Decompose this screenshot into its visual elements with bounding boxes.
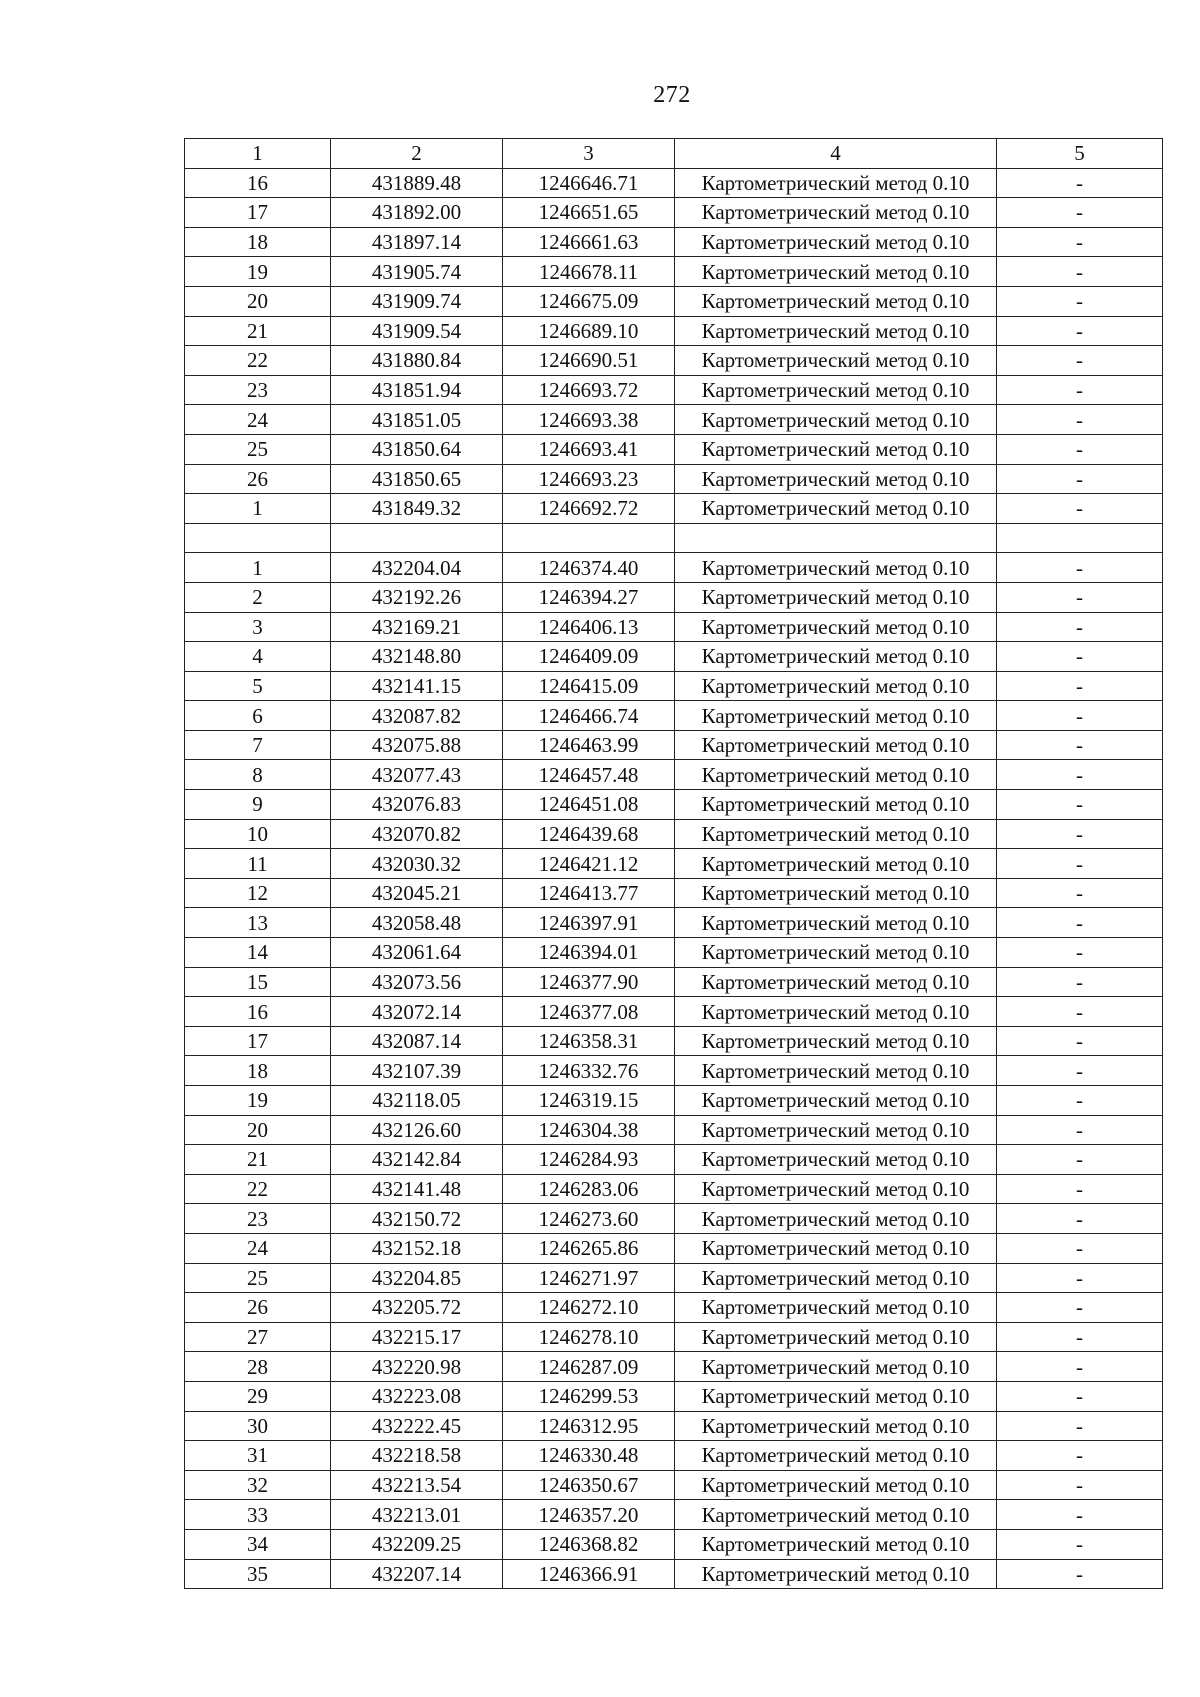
- method-cell: Картометрический метод 0.10: [675, 1026, 997, 1056]
- table-row: [185, 405, 1163, 435]
- method-cell: Картометрический метод 0.10: [675, 730, 997, 760]
- point-number-cell: 10: [185, 819, 331, 849]
- point-number-cell: 15: [185, 967, 331, 997]
- table-row: [185, 967, 1163, 997]
- point-number-cell: 33: [185, 1500, 331, 1530]
- note-cell: -: [997, 1026, 1163, 1056]
- method-cell: Картометрический метод 0.10: [675, 257, 997, 287]
- note-cell: -: [997, 405, 1163, 435]
- method-cell: Картометрический метод 0.10: [675, 849, 997, 879]
- note-cell: -: [997, 908, 1163, 938]
- y-coordinate-cell: 1246265.86: [503, 1233, 675, 1263]
- table-row: [185, 553, 1163, 583]
- point-number-cell: 26: [185, 1293, 331, 1323]
- point-number-cell: 20: [185, 1115, 331, 1145]
- point-number-cell: 7: [185, 730, 331, 760]
- table-row: [185, 1322, 1163, 1352]
- method-cell: Картометрический метод 0.10: [675, 1470, 997, 1500]
- method-cell: Картометрический метод 0.10: [675, 582, 997, 612]
- y-coordinate-cell: 1246284.93: [503, 1145, 675, 1175]
- y-coordinate-cell: 1246272.10: [503, 1293, 675, 1323]
- table-row: [185, 316, 1163, 346]
- page-number: 272: [653, 82, 691, 108]
- x-coordinate-cell: 432058.48: [331, 908, 503, 938]
- method-cell: Картометрический метод 0.10: [675, 1500, 997, 1530]
- x-coordinate-cell: 432223.08: [331, 1381, 503, 1411]
- y-coordinate-cell: 1246304.38: [503, 1115, 675, 1145]
- y-coordinate-cell: 1246358.31: [503, 1026, 675, 1056]
- x-coordinate-cell: 432076.83: [331, 790, 503, 820]
- y-coordinate-cell: 1246457.48: [503, 760, 675, 790]
- note-cell: -: [997, 790, 1163, 820]
- point-number-cell: 28: [185, 1352, 331, 1382]
- table-row: [185, 1204, 1163, 1234]
- method-cell: Картометрический метод 0.10: [675, 938, 997, 968]
- note-cell: -: [997, 553, 1163, 583]
- y-coordinate-cell: 1246397.91: [503, 908, 675, 938]
- point-number-cell: [185, 523, 331, 553]
- y-coordinate-cell: 1246332.76: [503, 1056, 675, 1086]
- point-number-cell: 6: [185, 701, 331, 731]
- x-coordinate-cell: 432207.14: [331, 1559, 503, 1589]
- method-cell: Картометрический метод 0.10: [675, 701, 997, 731]
- x-coordinate-cell: 432087.82: [331, 701, 503, 731]
- note-cell: -: [997, 1174, 1163, 1204]
- table-row: [185, 523, 1163, 553]
- note-cell: -: [997, 1529, 1163, 1559]
- y-coordinate-cell: 1246693.72: [503, 375, 675, 405]
- method-cell: Картометрический метод 0.10: [675, 1411, 997, 1441]
- x-coordinate-cell: 431851.05: [331, 405, 503, 435]
- method-cell: Картометрический метод 0.10: [675, 198, 997, 228]
- y-coordinate-cell: 1246330.48: [503, 1441, 675, 1471]
- method-cell: Картометрический метод 0.10: [675, 1145, 997, 1175]
- table-row: [185, 760, 1163, 790]
- table-row: [185, 908, 1163, 938]
- x-coordinate-cell: 432204.04: [331, 553, 503, 583]
- table-row: [185, 938, 1163, 968]
- x-coordinate-cell: 431880.84: [331, 346, 503, 376]
- point-number-cell: 13: [185, 908, 331, 938]
- x-coordinate-cell: 431909.54: [331, 316, 503, 346]
- point-number-cell: 1: [185, 553, 331, 583]
- point-number-cell: 23: [185, 1204, 331, 1234]
- note-cell: -: [997, 375, 1163, 405]
- y-coordinate-cell: 1246350.67: [503, 1470, 675, 1500]
- note-cell: -: [997, 346, 1163, 376]
- method-cell: Картометрический метод 0.10: [675, 997, 997, 1027]
- x-coordinate-cell: 432061.64: [331, 938, 503, 968]
- y-coordinate-cell: 1246439.68: [503, 819, 675, 849]
- method-cell: Картометрический метод 0.10: [675, 1441, 997, 1471]
- y-coordinate-cell: 1246675.09: [503, 286, 675, 316]
- y-coordinate-cell: 1246661.63: [503, 227, 675, 257]
- table-row: [185, 582, 1163, 612]
- y-coordinate-cell: 1246368.82: [503, 1529, 675, 1559]
- note-cell: -: [997, 1056, 1163, 1086]
- point-number-cell: 1: [185, 494, 331, 524]
- method-cell: Картометрический метод 0.10: [675, 227, 997, 257]
- note-cell: -: [997, 1352, 1163, 1382]
- note-cell: -: [997, 1559, 1163, 1589]
- point-number-cell: 22: [185, 346, 331, 376]
- y-coordinate-cell: 1246299.53: [503, 1381, 675, 1411]
- y-coordinate-cell: 1246278.10: [503, 1322, 675, 1352]
- y-coordinate-cell: 1246692.72: [503, 494, 675, 524]
- note-cell: -: [997, 1293, 1163, 1323]
- coordinates-table-container: [184, 138, 1163, 1589]
- table-body: [185, 168, 1163, 1589]
- method-cell: Картометрический метод 0.10: [675, 1233, 997, 1263]
- note-cell: -: [997, 671, 1163, 701]
- table-row: [185, 434, 1163, 464]
- x-coordinate-cell: 432192.26: [331, 582, 503, 612]
- point-number-cell: 14: [185, 938, 331, 968]
- x-coordinate-cell: 432118.05: [331, 1086, 503, 1116]
- table-row: [185, 1411, 1163, 1441]
- method-cell: Картометрический метод 0.10: [675, 1115, 997, 1145]
- point-number-cell: 9: [185, 790, 331, 820]
- table-row: [185, 346, 1163, 376]
- x-coordinate-cell: 432169.21: [331, 612, 503, 642]
- point-number-cell: 21: [185, 1145, 331, 1175]
- point-number-cell: 30: [185, 1411, 331, 1441]
- y-coordinate-cell: 1246689.10: [503, 316, 675, 346]
- x-coordinate-cell: 432215.17: [331, 1322, 503, 1352]
- method-cell: Картометрический метод 0.10: [675, 375, 997, 405]
- method-cell: Картометрический метод 0.10: [675, 1381, 997, 1411]
- note-cell: -: [997, 849, 1163, 879]
- method-cell: Картометрический метод 0.10: [675, 168, 997, 198]
- y-coordinate-cell: 1246409.09: [503, 642, 675, 672]
- table-row: [185, 1026, 1163, 1056]
- table-row: [185, 257, 1163, 287]
- note-cell: -: [997, 1322, 1163, 1352]
- table-row: [185, 1263, 1163, 1293]
- point-number-cell: 20: [185, 286, 331, 316]
- y-coordinate-cell: 1246271.97: [503, 1263, 675, 1293]
- point-number-cell: 32: [185, 1470, 331, 1500]
- point-number-cell: 19: [185, 257, 331, 287]
- method-cell: Картометрический метод 0.10: [675, 553, 997, 583]
- y-coordinate-cell: 1246421.12: [503, 849, 675, 879]
- x-coordinate-cell: 432209.25: [331, 1529, 503, 1559]
- method-cell: Картометрический метод 0.10: [675, 1263, 997, 1293]
- note-cell: -: [997, 967, 1163, 997]
- table-row: [185, 1115, 1163, 1145]
- y-coordinate-cell: 1246377.90: [503, 967, 675, 997]
- table-row: [185, 701, 1163, 731]
- note-cell: -: [997, 1115, 1163, 1145]
- note-cell: -: [997, 819, 1163, 849]
- point-number-cell: 3: [185, 612, 331, 642]
- point-number-cell: 25: [185, 1263, 331, 1293]
- table-row: [185, 730, 1163, 760]
- table-row: [185, 671, 1163, 701]
- method-cell: Картометрический метод 0.10: [675, 760, 997, 790]
- column-header-2: 2: [331, 139, 503, 169]
- point-number-cell: 11: [185, 849, 331, 879]
- table-row: [185, 1381, 1163, 1411]
- y-coordinate-cell: 1246312.95: [503, 1411, 675, 1441]
- point-number-cell: 24: [185, 405, 331, 435]
- method-cell: Картометрический метод 0.10: [675, 1204, 997, 1234]
- note-cell: -: [997, 316, 1163, 346]
- y-coordinate-cell: 1246283.06: [503, 1174, 675, 1204]
- point-number-cell: 24: [185, 1233, 331, 1263]
- method-cell: [675, 523, 997, 553]
- table-row: [185, 878, 1163, 908]
- y-coordinate-cell: 1246374.40: [503, 553, 675, 583]
- y-coordinate-cell: 1246287.09: [503, 1352, 675, 1382]
- table-row: [185, 819, 1163, 849]
- note-cell: -: [997, 1470, 1163, 1500]
- table-row: [185, 1441, 1163, 1471]
- y-coordinate-cell: 1246377.08: [503, 997, 675, 1027]
- note-cell: -: [997, 1263, 1163, 1293]
- table-row: [185, 1500, 1163, 1530]
- x-coordinate-cell: 432213.01: [331, 1500, 503, 1530]
- point-number-cell: 34: [185, 1529, 331, 1559]
- column-header-4: 4: [675, 139, 997, 169]
- point-number-cell: 16: [185, 997, 331, 1027]
- table-row: [185, 1293, 1163, 1323]
- y-coordinate-cell: 1246463.99: [503, 730, 675, 760]
- table-row: [185, 1056, 1163, 1086]
- x-coordinate-cell: 432077.43: [331, 760, 503, 790]
- x-coordinate-cell: 431889.48: [331, 168, 503, 198]
- note-cell: -: [997, 730, 1163, 760]
- table-row: [185, 227, 1163, 257]
- x-coordinate-cell: 431909.74: [331, 286, 503, 316]
- y-coordinate-cell: 1246357.20: [503, 1500, 675, 1530]
- point-number-cell: 29: [185, 1381, 331, 1411]
- point-number-cell: 4: [185, 642, 331, 672]
- point-number-cell: 2: [185, 582, 331, 612]
- note-cell: -: [997, 168, 1163, 198]
- x-coordinate-cell: 432148.80: [331, 642, 503, 672]
- method-cell: Картометрический метод 0.10: [675, 612, 997, 642]
- method-cell: Картометрический метод 0.10: [675, 286, 997, 316]
- note-cell: -: [997, 494, 1163, 524]
- column-header-3: 3: [503, 139, 675, 169]
- x-coordinate-cell: 432150.72: [331, 1204, 503, 1234]
- table-row: [185, 790, 1163, 820]
- point-number-cell: 21: [185, 316, 331, 346]
- method-cell: Картометрический метод 0.10: [675, 464, 997, 494]
- point-number-cell: 5: [185, 671, 331, 701]
- note-cell: -: [997, 198, 1163, 228]
- point-number-cell: 31: [185, 1441, 331, 1471]
- x-coordinate-cell: 431849.32: [331, 494, 503, 524]
- table-row: [185, 1233, 1163, 1263]
- note-cell: -: [997, 464, 1163, 494]
- point-number-cell: 25: [185, 434, 331, 464]
- y-coordinate-cell: 1246693.23: [503, 464, 675, 494]
- x-coordinate-cell: 432222.45: [331, 1411, 503, 1441]
- point-number-cell: 8: [185, 760, 331, 790]
- x-coordinate-cell: 432142.84: [331, 1145, 503, 1175]
- x-coordinate-cell: 431851.94: [331, 375, 503, 405]
- method-cell: Картометрический метод 0.10: [675, 819, 997, 849]
- table-row: [185, 375, 1163, 405]
- note-cell: [997, 523, 1163, 553]
- method-cell: Картометрический метод 0.10: [675, 908, 997, 938]
- note-cell: -: [997, 1204, 1163, 1234]
- y-coordinate-cell: 1246319.15: [503, 1086, 675, 1116]
- x-coordinate-cell: 432205.72: [331, 1293, 503, 1323]
- point-number-cell: 27: [185, 1322, 331, 1352]
- y-coordinate-cell: 1246394.01: [503, 938, 675, 968]
- method-cell: Картометрический метод 0.10: [675, 1056, 997, 1086]
- x-coordinate-cell: 432045.21: [331, 878, 503, 908]
- x-coordinate-cell: 432030.32: [331, 849, 503, 879]
- note-cell: -: [997, 612, 1163, 642]
- method-cell: Картометрический метод 0.10: [675, 1174, 997, 1204]
- y-coordinate-cell: 1246413.77: [503, 878, 675, 908]
- method-cell: Картометрический метод 0.10: [675, 346, 997, 376]
- y-coordinate-cell: 1246690.51: [503, 346, 675, 376]
- x-coordinate-cell: 432141.15: [331, 671, 503, 701]
- table-row: [185, 612, 1163, 642]
- table-row: [185, 642, 1163, 672]
- x-coordinate-cell: 432075.88: [331, 730, 503, 760]
- x-coordinate-cell: 431905.74: [331, 257, 503, 287]
- x-coordinate-cell: 432107.39: [331, 1056, 503, 1086]
- note-cell: -: [997, 1411, 1163, 1441]
- table-row: [185, 464, 1163, 494]
- table-row: [185, 494, 1163, 524]
- point-number-cell: 22: [185, 1174, 331, 1204]
- x-coordinate-cell: 432072.14: [331, 997, 503, 1027]
- column-header-1: 1: [185, 139, 331, 169]
- table-row: [185, 286, 1163, 316]
- method-cell: Картометрический метод 0.10: [675, 1293, 997, 1323]
- note-cell: -: [997, 760, 1163, 790]
- note-cell: -: [997, 1381, 1163, 1411]
- x-coordinate-cell: 432204.85: [331, 1263, 503, 1293]
- method-cell: Картометрический метод 0.10: [675, 434, 997, 464]
- note-cell: -: [997, 1233, 1163, 1263]
- x-coordinate-cell: 431897.14: [331, 227, 503, 257]
- note-cell: -: [997, 227, 1163, 257]
- y-coordinate-cell: [503, 523, 675, 553]
- x-coordinate-cell: 432220.98: [331, 1352, 503, 1382]
- x-coordinate-cell: 432213.54: [331, 1470, 503, 1500]
- table-row: [185, 1559, 1163, 1589]
- note-cell: -: [997, 701, 1163, 731]
- method-cell: Картометрический метод 0.10: [675, 1559, 997, 1589]
- y-coordinate-cell: 1246273.60: [503, 1204, 675, 1234]
- point-number-cell: 35: [185, 1559, 331, 1589]
- point-number-cell: 26: [185, 464, 331, 494]
- table-row: [185, 849, 1163, 879]
- x-coordinate-cell: 432152.18: [331, 1233, 503, 1263]
- point-number-cell: 12: [185, 878, 331, 908]
- y-coordinate-cell: 1246678.11: [503, 257, 675, 287]
- note-cell: -: [997, 434, 1163, 464]
- table-row: [185, 198, 1163, 228]
- x-coordinate-cell: 432087.14: [331, 1026, 503, 1056]
- point-number-cell: 19: [185, 1086, 331, 1116]
- note-cell: -: [997, 938, 1163, 968]
- method-cell: Картометрический метод 0.10: [675, 405, 997, 435]
- point-number-cell: 17: [185, 198, 331, 228]
- x-coordinate-cell: 432070.82: [331, 819, 503, 849]
- table-row: [185, 1352, 1163, 1382]
- method-cell: Картометрический метод 0.10: [675, 1322, 997, 1352]
- x-coordinate-cell: 431850.64: [331, 434, 503, 464]
- x-coordinate-cell: [331, 523, 503, 553]
- x-coordinate-cell: 431850.65: [331, 464, 503, 494]
- y-coordinate-cell: 1246415.09: [503, 671, 675, 701]
- x-coordinate-cell: 432073.56: [331, 967, 503, 997]
- point-number-cell: 16: [185, 168, 331, 198]
- point-number-cell: 18: [185, 1056, 331, 1086]
- y-coordinate-cell: 1246451.08: [503, 790, 675, 820]
- method-cell: Картометрический метод 0.10: [675, 967, 997, 997]
- note-cell: -: [997, 1145, 1163, 1175]
- table-row: [185, 168, 1163, 198]
- note-cell: -: [997, 1500, 1163, 1530]
- x-coordinate-cell: 432126.60: [331, 1115, 503, 1145]
- y-coordinate-cell: 1246693.38: [503, 405, 675, 435]
- note-cell: -: [997, 1441, 1163, 1471]
- method-cell: Картометрический метод 0.10: [675, 671, 997, 701]
- point-number-cell: 23: [185, 375, 331, 405]
- method-cell: Картометрический метод 0.10: [675, 1529, 997, 1559]
- method-cell: Картометрический метод 0.10: [675, 790, 997, 820]
- y-coordinate-cell: 1246646.71: [503, 168, 675, 198]
- table-row: [185, 1470, 1163, 1500]
- y-coordinate-cell: 1246366.91: [503, 1559, 675, 1589]
- x-coordinate-cell: 431892.00: [331, 198, 503, 228]
- method-cell: Картометрический метод 0.10: [675, 316, 997, 346]
- method-cell: Картометрический метод 0.10: [675, 878, 997, 908]
- x-coordinate-cell: 432141.48: [331, 1174, 503, 1204]
- table-row: [185, 1086, 1163, 1116]
- column-header-5: 5: [997, 139, 1163, 169]
- y-coordinate-cell: 1246406.13: [503, 612, 675, 642]
- x-coordinate-cell: 432218.58: [331, 1441, 503, 1471]
- note-cell: -: [997, 286, 1163, 316]
- method-cell: Картометрический метод 0.10: [675, 1086, 997, 1116]
- y-coordinate-cell: 1246466.74: [503, 701, 675, 731]
- table-row: [185, 1174, 1163, 1204]
- y-coordinate-cell: 1246394.27: [503, 582, 675, 612]
- point-number-cell: 17: [185, 1026, 331, 1056]
- note-cell: -: [997, 582, 1163, 612]
- note-cell: -: [997, 997, 1163, 1027]
- table-row: [185, 1529, 1163, 1559]
- method-cell: Картометрический метод 0.10: [675, 642, 997, 672]
- coordinates-table: [184, 138, 1163, 1589]
- point-number-cell: 18: [185, 227, 331, 257]
- table-row: [185, 1145, 1163, 1175]
- table-row: [185, 997, 1163, 1027]
- note-cell: -: [997, 878, 1163, 908]
- note-cell: -: [997, 642, 1163, 672]
- y-coordinate-cell: 1246651.65: [503, 198, 675, 228]
- note-cell: -: [997, 1086, 1163, 1116]
- method-cell: Картометрический метод 0.10: [675, 1352, 997, 1382]
- method-cell: Картометрический метод 0.10: [675, 494, 997, 524]
- note-cell: -: [997, 257, 1163, 287]
- table-header-row: [185, 139, 1163, 169]
- y-coordinate-cell: 1246693.41: [503, 434, 675, 464]
